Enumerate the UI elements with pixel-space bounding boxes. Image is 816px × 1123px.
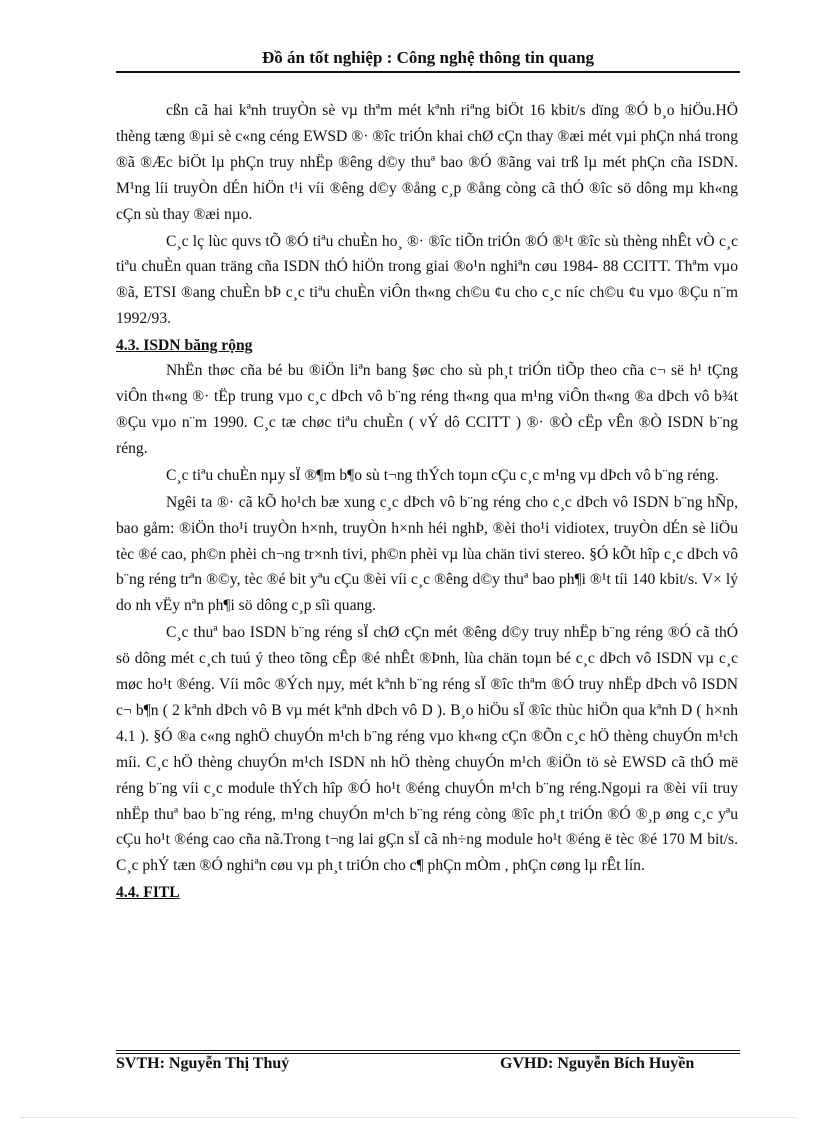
page-edge-divider [20,1117,796,1118]
paragraph-2: C¸c lç lùc quvs tÕ ®Ó tiªu chuÈn ho¸ ®· ®îc tiÕn triÓn ®Ó ®¹t ®îc sù thèng nhÊt vÒ c¸c tiªu chuÈn quan träng cña ISDN thÓ hiÖn trong giai ®o¹n nghiªn cøu 1984- 88 CCITT. Thªm vµo ®ã, ETSI ®ang chuÈn bÞ c¸c tiªu chuÈn viÔn th«ng ch©u ¢u cho c¸c níc ch©u ¢u vµo ®Çu n¨m 1992/93. [116,232,738,328]
footer-student: SVTH: Nguyễn Thị Thuỷ [116,1055,290,1072]
footer-advisor: GVHD: Nguyễn Bích Huyền [500,1055,695,1072]
footer-rule-bottom [116,1053,740,1054]
page-header-title: Đồ án tốt nghiệp : Công nghệ thông tin quang [261,48,595,67]
footer-rule-top [116,1050,740,1051]
section-heading-4-4: 4.4. FITL [116,884,180,902]
header-rule [116,71,740,73]
section-heading-4-3: 4.3. ISDN băng rộng [116,337,253,355]
paragraph-4: C¸c tiªu chuÈn nµy sÏ ®¶m b¶o sù t¬ng thÝch toµn cÇu c¸c m¹ng vµ dÞch vô b¨ng réng. [166,466,719,484]
paragraph-5: Ngêi ta ®· cã kÕ ho¹ch bæ xung c¸c dÞch vô b¨ng réng cho c¸c dÞch vô ISDN b¨ng hÑp, bao gåm: ®iÖn tho¹i truyÒn h×nh, truyÒn h×nh héi nghÞ, ®èi tho¹i vidiotex, truyÒn dÉn sè liÖu tèc ®é cao, ph©n phèi ch¬ng tr×nh tivi, ph©n phèi vµ lùa chän tivi stereo. §Ó kÕt hîp c¸c dÞch vô b¨ng réng trªn ®©y, tèc ®é bit yªu cÇu ®èi víi c¸c ®êng d©y thuª bao ph¶i ®¹t tíi 140 kbit/s. V× lý do nh vËy nªn ph¶i sö dông c¸p sîi quang. [116,493,738,615]
paragraph-6: C¸c thuª bao ISDN b¨ng réng sÏ chØ cÇn mét ®êng d©y truy nhËp b¨ng réng ®Ó cã thÓ sö dông mét c¸ch tuú ý theo tõng cÊp ®é nhÊt ®Þnh, lùa chän toµn bé c¸c dÞch vô ISDN vµ c¸c møc ho¹t ®éng. Víi môc ®Ých nµy, mét kªnh b¨ng réng sÏ ®îc thªm ®Ó truy nhËp dÞch vô ISDN c¬ b¶n ( 2 kªnh dÞch vô B vµ mét kªnh dÞch vô D ). B¸o hiÖu sÏ ®îc thùc hiÖn qua kªnh D ( h×nh 4.1 ). §Ó ®a c«ng nghÖ chuyÓn m¹ch b¨ng réng vµo kh«ng cÇn ®Õn c¸c hÖ thèng chuyÓn m¹ch míi. C¸c hÖ thèng chuyÓn m¹ch ISDN nh hÖ thèng chuyÓn m¹ch ®iÖn tö sè EWSD cã thÓ më réng b¨ng víi c¸c module thÝch hîp ®Ó ho¹t ®éng chuyÓn m¹ch b¨ng réng.Ngoµi ra ®èi víi truy nhËp thuª bao b¨ng réng, m¹ng chuyÓn m¹ch b¨ng réng còng ®îc ph¸t triÓn ®Ó ®¸p øng c¸c yªu cÇu ho¹t ®éng cao cña nã.Trong t¬ng lai gÇn sÏ cã nh÷ng module ho¹t ®éng ë tèc ®é 170 M bit/s. C¸c phÝ tæn ®Ó nghiªn cøu vµ ph¸t triÓn cho c¶ phÇn mÒm , phÇn cøng lµ rÊt lín. [116,624,738,875]
document-body [116,98,738,905]
paragraph-1: cßn cã hai kªnh truyÒn sè vµ thªm mét kªnh riªng biÖt 16 kbit/s dïng ®Ó b¸o hiÖu.HÖ thèng tæng ®µi sè c«ng céng EWSD ®· ®îc triÓn khai chØ cÇn thay ®æi mét vµi phÇn nhá trong ®ã ®Æc biÖt lµ phÇn truy nhËp ®êng d©y thuª bao ®Ó ®ãng vai trß lµ mét phÇn cña ISDN. M¹ng líi truyÒn dÉn hiÖn t¹i víi ®êng d©y ®ång c¸p ®ång còng cã thÓ ®îc sö dông mµ kh«ng cÇn sù thay ®æi nµo. [116,102,738,223]
paragraph-3: NhËn thøc cña bé bu ®iÖn liªn bang §øc cho sù ph¸t triÓn tiÕp theo cña c¬ së h¹ tÇng viÔn th«ng ®· tËp trung vµo c¸c dÞch vô b¨ng réng th«ng qua m¹ng viÔn th«ng ®a dÞch vô b¾t ®Çu vµo n¨m 1990. C¸c tæ chøc tiªu chuÈn ( vÝ dô CCITT ) ®· ®Ò cËp vÊn ®Ò ISDN b¨ng réng. [116,362,738,457]
